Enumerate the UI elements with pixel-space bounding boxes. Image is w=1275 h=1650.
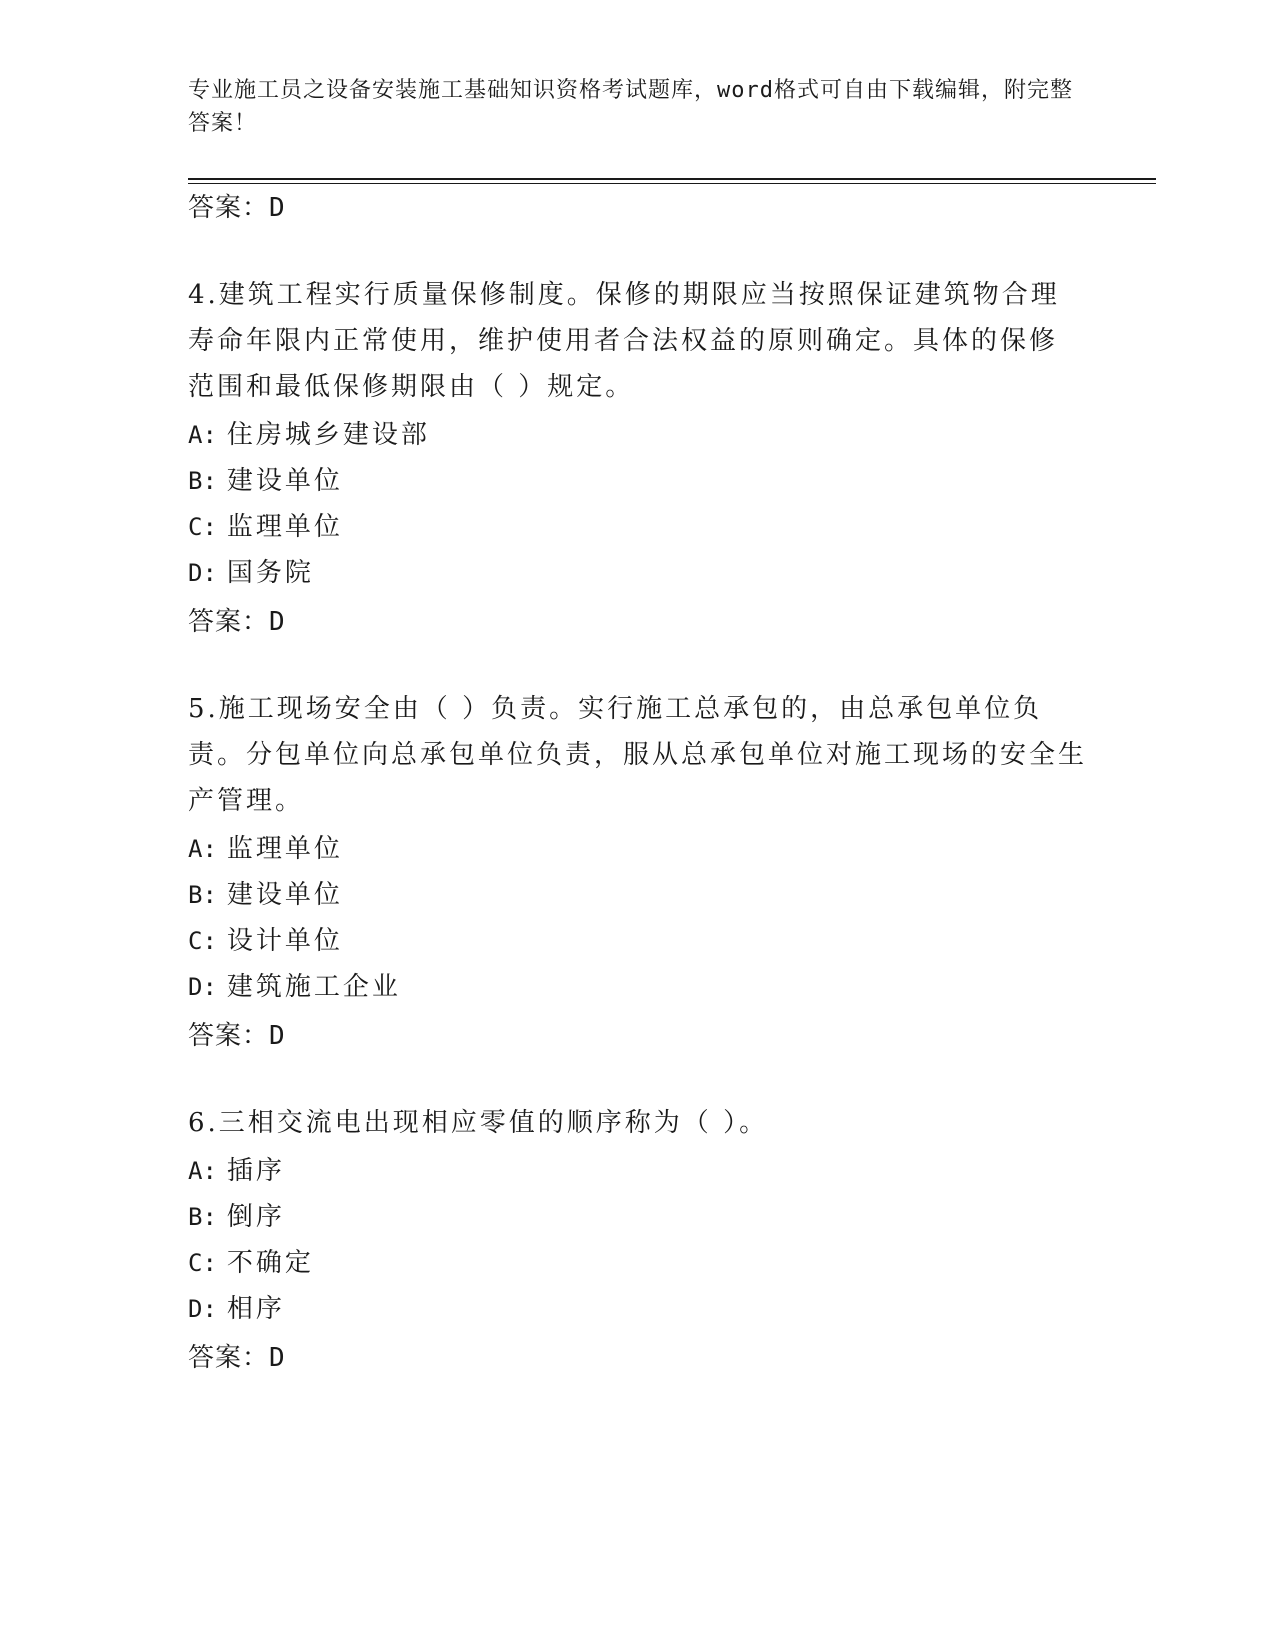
question-5-option-b (188, 872, 1088, 918)
option-key: A: (188, 1157, 217, 1185)
answer-label: 答案： (188, 1343, 270, 1373)
answer-value: D (269, 1343, 286, 1373)
option-key: B: (188, 881, 217, 909)
answer-q6 (188, 1340, 1088, 1376)
question-4-option-d (188, 550, 1088, 596)
option-key: B: (188, 467, 217, 495)
option-key: D: (188, 973, 217, 1001)
question-5-option-d (188, 964, 1088, 1010)
answer-value: D (269, 607, 286, 637)
question-5-option-c (188, 918, 1088, 964)
question-4-option-a (188, 412, 1088, 458)
option-text: 不确定 (226, 1248, 314, 1278)
option-key: D: (188, 559, 217, 587)
answer-q4 (188, 604, 1088, 640)
question-6-option-d (188, 1286, 1088, 1332)
option-text: 建设单位 (226, 466, 343, 496)
question-5-stem: 5.施工现场安全由（ ）负责。实行施工总承包的，由总承包单位负责。分包单位向总承包单位负责，服从总承包单位对施工现场的安全生产管理。 (188, 694, 1088, 816)
answer-label: 答案： (188, 1021, 270, 1051)
document-header-title: 专业施工员之设备安装施工基础知识资格考试题库，word格式可自由下载编辑，附完整答案！ (188, 78, 1073, 136)
question-6-option-c (188, 1240, 1088, 1286)
answer-label: 答案： (188, 607, 270, 637)
option-key: C: (188, 927, 217, 955)
option-text: 监理单位 (226, 512, 343, 542)
option-key: C: (188, 513, 217, 541)
question-6-option-b (188, 1194, 1088, 1240)
option-text: 国务院 (226, 558, 314, 588)
option-text: 设计单位 (226, 926, 343, 956)
question-6-stem: 6.三相交流电出现相应零值的顺序称为（ ）。 (188, 1108, 769, 1138)
answer-value: D (269, 193, 286, 223)
answer-q5 (188, 1018, 1088, 1054)
option-text: 住房城乡建设部 (226, 420, 430, 450)
option-key: C: (188, 1249, 217, 1277)
answer-value: D (269, 1021, 286, 1051)
question-6-option-a (188, 1148, 1088, 1194)
option-text: 建筑施工企业 (226, 972, 401, 1002)
option-text: 监理单位 (226, 834, 343, 864)
header-divider-thick (188, 178, 1156, 180)
option-key: A: (188, 421, 217, 449)
answer-label: 答案： (188, 193, 270, 223)
option-key: A: (188, 835, 217, 863)
answer-q3 (188, 190, 1088, 226)
option-text: 倒序 (226, 1202, 285, 1232)
header-divider-thin (188, 183, 1156, 184)
question-4-option-b (188, 458, 1088, 504)
question-5-option-a (188, 826, 1088, 872)
question-4-option-c (188, 504, 1088, 550)
option-text: 插序 (226, 1156, 285, 1186)
option-key: D: (188, 1295, 217, 1323)
option-text: 建设单位 (226, 880, 343, 910)
option-key: B: (188, 1203, 217, 1231)
question-4-stem: 4.建筑工程实行质量保修制度。保修的期限应当按照保证建筑物合理寿命年限内正常使用，维护使用者合法权益的原则确定。具体的保修范围和最低保修期限由（ ）规定。 (188, 280, 1060, 402)
option-text: 相序 (226, 1294, 285, 1324)
